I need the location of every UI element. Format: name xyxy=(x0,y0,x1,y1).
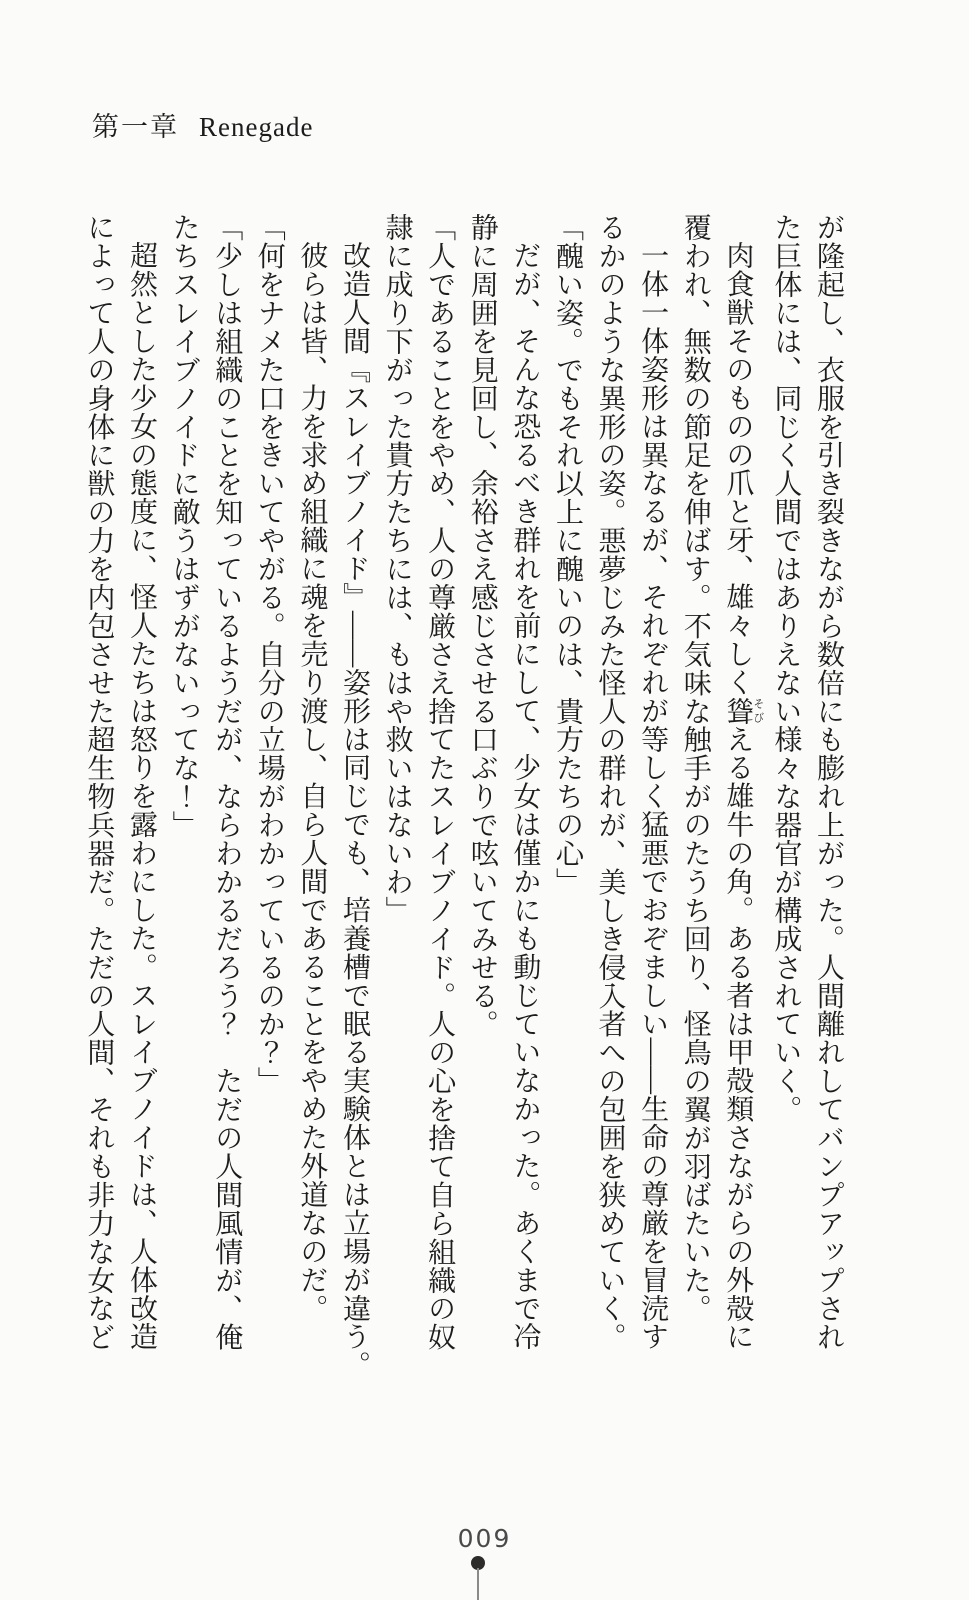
text-column: 肉食獣そのものの爪と牙、雄々しく聳そびえる雄牛の角。ある者は甲殻類さながらの外殻に xyxy=(722,241,764,1351)
text-column: 「少しは組織のことを知っているようだが、ならわかるだろう？ ただの人間風情が、俺 xyxy=(211,213,243,1351)
chapter-header xyxy=(92,110,313,144)
text-column: 「人であることをやめ、人の尊厳さえ捨てたスレイブノイド。人の心を捨て自ら組織の奴 xyxy=(424,213,456,1351)
text-column: によって人の身体に獣の力を内包させた超生物兵器だ。ただの人間、それも非力な女など xyxy=(83,213,115,1351)
text-column: だが、そんな恐るべき群れを前にして、少女は僅かにも動じていなかった。あくまで冷 xyxy=(509,241,541,1351)
text-column: 改造人間『スレイブノイド』――姿形は同じでも、培養槽で眠る実験体とは立場が違う。 xyxy=(338,241,370,1380)
text-column: 一体一体姿形は異なるが、それぞれが等しく猛悪でおぞましい――生命の尊厳を冒涜す xyxy=(637,241,669,1351)
text-column: 隷に成り下がった貴方たちには、もはや救いはないわ」 xyxy=(381,213,413,925)
text-column: 「醜い姿。でもそれ以上に醜いのは、貴方たちの心」 xyxy=(551,213,583,896)
page-number: 009 xyxy=(457,1524,512,1553)
chapter-title: Renegade xyxy=(199,112,314,142)
chapter-number: 第一章 xyxy=(92,112,179,142)
body-text xyxy=(82,213,849,1393)
text-column: 彼らは皆、力を求め組織に魂を売り渡し、自ら人間であることをやめた外道なのだ。 xyxy=(296,241,328,1323)
text-column: るかのような異形の姿。悪夢じみた怪人の群れが、美しき侵入者への包囲を狭めていく。 xyxy=(594,213,626,1351)
text-column: たちスレイブノイドに敵うはずがないってな！」 xyxy=(168,213,200,839)
section-line-icon xyxy=(477,1568,479,1600)
text-column: 覆われ、無数の節足を伸ばす。不気味な触手がのたうち回り、怪鳥の翼が羽ばたいた。 xyxy=(679,213,711,1323)
furigana-ruby: 聳そび xyxy=(722,696,764,726)
text-column: 「何をナメた口をきいてやがる。自分の立場がわかっているのか？」 xyxy=(253,213,285,1095)
text-column: 超然とした少女の態度に、怪人たちは怒りを露わにした。スレイブノイドは、人体改造 xyxy=(126,241,157,1351)
text-column: 静に周囲を見回し、余裕さえ感じさせる口ぶりで呟いてみせる。 xyxy=(466,213,498,1039)
text-column: が隆起し、衣服を引き裂きながら数倍にも膨れ上がった。人間離れしてバンプアップされ xyxy=(813,213,844,1351)
text-column: た巨体には、同じく人間ではありえない様々な器官が構成されていく。 xyxy=(770,213,802,1124)
